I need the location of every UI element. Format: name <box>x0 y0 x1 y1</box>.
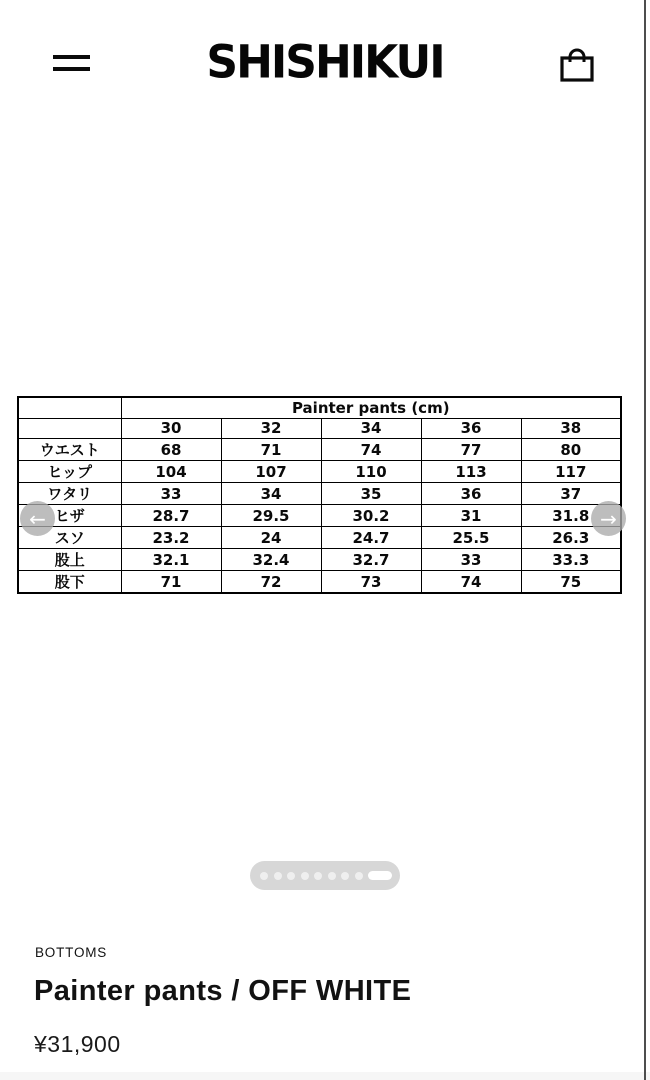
size-cell: 33 <box>121 483 221 505</box>
carousel-dots-indicator[interactable] <box>250 861 400 890</box>
table-row-waist <box>18 439 621 461</box>
carousel-dot-active[interactable] <box>368 871 392 880</box>
size-cell: 113 <box>421 461 521 483</box>
size-cell: 25.5 <box>421 527 521 549</box>
carousel-dot[interactable] <box>314 872 322 880</box>
carousel-prev-arrow-icon[interactable]: ← <box>20 501 55 536</box>
size-cell: 74 <box>321 439 421 461</box>
size-cell: 33 <box>421 549 521 571</box>
size-cell: 71 <box>121 571 221 594</box>
table-row-inseam <box>18 571 621 594</box>
size-cell: 28.7 <box>121 505 221 527</box>
table-row-hem <box>18 527 621 549</box>
product-title: Painter pants / OFF WHITE <box>34 975 412 1007</box>
size-cell: 68 <box>121 439 221 461</box>
size-cell: 37 <box>521 483 621 505</box>
row-label: ワタリ <box>18 483 121 505</box>
size-cell: 32.7 <box>321 549 421 571</box>
right-edge-line <box>644 0 646 1080</box>
table-row-thigh <box>18 483 621 505</box>
size-cell: 117 <box>521 461 621 483</box>
size-cell: 31 <box>421 505 521 527</box>
size-cell: 74 <box>421 571 521 594</box>
size-cell: 107 <box>221 461 321 483</box>
size-cell: 31.8 <box>521 505 621 527</box>
table-row-rise <box>18 549 621 571</box>
table-row-hip <box>18 461 621 483</box>
size-cell: 30.2 <box>321 505 421 527</box>
carousel-dot[interactable] <box>301 872 309 880</box>
carousel-dot[interactable] <box>260 872 268 880</box>
next-section-edge <box>0 1072 650 1080</box>
cart-bag-icon[interactable] <box>558 40 596 84</box>
size-cell: 32.4 <box>221 549 321 571</box>
brand-logo[interactable]: SHISHIKUI <box>206 35 444 89</box>
carousel-dot[interactable] <box>328 872 336 880</box>
row-label: ウエスト <box>18 439 121 461</box>
size-header: 38 <box>521 418 621 439</box>
carousel-dot[interactable] <box>341 872 349 880</box>
size-header: 30 <box>121 418 221 439</box>
row-label: 股上 <box>18 549 121 571</box>
header <box>0 0 650 110</box>
table-row-knee <box>18 505 621 527</box>
table-sizes-row <box>18 418 621 439</box>
row-label: ヒザ <box>18 505 121 527</box>
table-title: Painter pants (cm) <box>121 397 621 418</box>
row-label: スソ <box>18 527 121 549</box>
size-header: 34 <box>321 418 421 439</box>
size-header: 36 <box>421 418 521 439</box>
size-cell: 34 <box>221 483 321 505</box>
size-cell: 36 <box>421 483 521 505</box>
size-chart-table <box>17 396 622 594</box>
size-cell: 26.3 <box>521 527 621 549</box>
empty-cell <box>18 418 121 439</box>
size-cell: 23.2 <box>121 527 221 549</box>
table-title-row <box>18 397 621 418</box>
size-cell: 72 <box>221 571 321 594</box>
size-cell: 71 <box>221 439 321 461</box>
size-header: 32 <box>221 418 321 439</box>
size-cell: 73 <box>321 571 421 594</box>
carousel-dot[interactable] <box>274 872 282 880</box>
product-price: ¥31,900 <box>34 1031 121 1057</box>
row-label: ヒップ <box>18 461 121 483</box>
product-category: BOTTOMS <box>35 945 108 960</box>
size-cell: 29.5 <box>221 505 321 527</box>
empty-cell <box>18 397 121 418</box>
size-cell: 75 <box>521 571 621 594</box>
size-cell: 77 <box>421 439 521 461</box>
carousel-dot[interactable] <box>287 872 295 880</box>
carousel-next-arrow-icon[interactable]: → <box>591 501 626 536</box>
size-cell: 104 <box>121 461 221 483</box>
size-cell: 33.3 <box>521 549 621 571</box>
carousel-dot[interactable] <box>355 872 363 880</box>
size-cell: 24 <box>221 527 321 549</box>
size-cell: 35 <box>321 483 421 505</box>
size-cell: 80 <box>521 439 621 461</box>
size-cell: 110 <box>321 461 421 483</box>
size-cell: 32.1 <box>121 549 221 571</box>
size-cell: 24.7 <box>321 527 421 549</box>
row-label: 股下 <box>18 571 121 594</box>
